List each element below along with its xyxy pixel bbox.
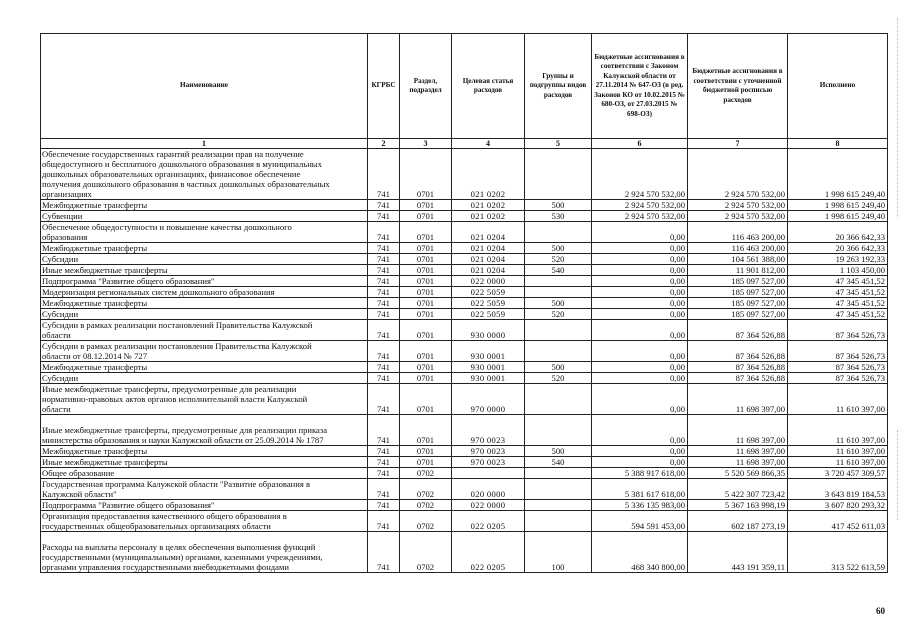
row-executed: 1 998 615 249,40 xyxy=(788,211,888,222)
row-name: Подпрограмма "Развитие общего образования" xyxy=(41,276,368,287)
row-executed: 20 366 642,33 xyxy=(788,243,888,254)
row-budget-plan: 2 924 570 532,00 xyxy=(688,211,788,222)
row-budget-plan: 602 187 273,19 xyxy=(688,511,788,532)
row-executed: 47 345 451,52 xyxy=(788,287,888,298)
row-razdel: 0701 xyxy=(400,384,452,415)
row-budget-plan: 116 463 200,00 xyxy=(688,243,788,254)
column-number: 1 xyxy=(41,139,368,149)
header-executed: Исполнено xyxy=(788,34,888,139)
row-target-article: 022 5059 xyxy=(452,298,525,309)
row-target-article: 930 0000 xyxy=(452,320,525,341)
row-budget-law: 2 924 570 532,00 xyxy=(592,200,688,211)
row-expense-group xyxy=(525,341,592,362)
row-kgrbs: 741 xyxy=(368,149,400,200)
row-budget-law: 0,00 xyxy=(592,222,688,243)
row-expense-group xyxy=(525,287,592,298)
column-number: 3 xyxy=(400,139,452,149)
row-razdel: 0701 xyxy=(400,373,452,384)
row-name: Субвенции xyxy=(41,211,368,222)
row-razdel: 0701 xyxy=(400,149,452,200)
row-kgrbs: 741 xyxy=(368,468,400,479)
row-executed: 1 998 615 249,40 xyxy=(788,200,888,211)
row-name: Расходы на выплаты персоналу в целях обеспечения выполнения функций государственными (муниципальными) органами, казенными учреждениями, органами управления государственными внебюджетными фондами xyxy=(41,532,368,573)
row-name: Межбюджетные трансферты xyxy=(41,298,368,309)
row-razdel: 0702 xyxy=(400,468,452,479)
table-row xyxy=(41,298,888,309)
row-kgrbs: 741 xyxy=(368,532,400,573)
row-target-article xyxy=(452,468,525,479)
row-name: Межбюджетные трансферты xyxy=(41,362,368,373)
column-number: 7 xyxy=(688,139,788,149)
row-target-article: 022 5059 xyxy=(452,309,525,320)
row-expense-group: 520 xyxy=(525,254,592,265)
table-body xyxy=(41,149,888,573)
header-razdel: Раздел, подраздел xyxy=(400,34,452,139)
row-name: Межбюджетные трансферты xyxy=(41,243,368,254)
row-budget-plan: 87 364 526,88 xyxy=(688,373,788,384)
row-executed: 3 607 820 293,32 xyxy=(788,500,888,511)
table-row xyxy=(41,446,888,457)
row-razdel: 0702 xyxy=(400,500,452,511)
row-budget-law: 0,00 xyxy=(592,287,688,298)
table-row xyxy=(41,309,888,320)
table-row xyxy=(41,341,888,362)
row-razdel: 0702 xyxy=(400,511,452,532)
row-name: Иные межбюджетные трансферты, предусмотренные для реализации нормативно-правовых актов органов исполнительной власти Калужской области xyxy=(41,384,368,415)
row-target-article: 022 0000 xyxy=(452,276,525,287)
row-target-article: 930 0001 xyxy=(452,362,525,373)
table-row xyxy=(41,287,888,298)
row-expense-group: 520 xyxy=(525,309,592,320)
row-budget-law: 5 388 917 618,00 xyxy=(592,468,688,479)
row-name: Субсидии xyxy=(41,254,368,265)
row-expense-group xyxy=(525,500,592,511)
page-number: 60 xyxy=(876,606,885,616)
row-budget-plan: 2 924 570 532,00 xyxy=(688,149,788,200)
table-header-row xyxy=(41,34,888,139)
row-budget-plan: 185 097 527,00 xyxy=(688,309,788,320)
table-row xyxy=(41,511,888,532)
row-kgrbs: 741 xyxy=(368,287,400,298)
row-razdel: 0701 xyxy=(400,200,452,211)
row-name: Межбюджетные трансферты xyxy=(41,200,368,211)
row-razdel: 0702 xyxy=(400,532,452,573)
row-target-article: 022 0205 xyxy=(452,532,525,573)
row-expense-group xyxy=(525,479,592,500)
table-row xyxy=(41,479,888,500)
row-target-article: 021 0202 xyxy=(452,149,525,200)
row-target-article: 021 0202 xyxy=(452,211,525,222)
row-budget-law: 0,00 xyxy=(592,309,688,320)
row-expense-group: 540 xyxy=(525,457,592,468)
row-executed: 19 263 192,33 xyxy=(788,254,888,265)
row-kgrbs: 741 xyxy=(368,415,400,446)
table-row xyxy=(41,254,888,265)
row-name: Субсидии xyxy=(41,373,368,384)
row-name: Межбюджетные трансферты xyxy=(41,446,368,457)
row-budget-law: 0,00 xyxy=(592,457,688,468)
row-expense-group: 540 xyxy=(525,265,592,276)
row-budget-plan: 185 097 527,00 xyxy=(688,298,788,309)
row-name: Иные межбюджетные трансферты xyxy=(41,457,368,468)
column-number: 2 xyxy=(368,139,400,149)
table-row xyxy=(41,320,888,341)
row-kgrbs: 741 xyxy=(368,211,400,222)
row-executed: 11 610 397,00 xyxy=(788,384,888,415)
row-executed: 1 103 450,00 xyxy=(788,265,888,276)
row-budget-law: 594 591 453,00 xyxy=(592,511,688,532)
row-name: Подпрограмма "Развитие общего образования" xyxy=(41,500,368,511)
row-executed: 11 610 397,00 xyxy=(788,415,888,446)
column-number: 8 xyxy=(788,139,888,149)
table-row xyxy=(41,276,888,287)
row-executed: 313 522 613,59 xyxy=(788,532,888,573)
row-kgrbs: 741 xyxy=(368,320,400,341)
column-number-row xyxy=(41,139,888,149)
row-razdel: 0701 xyxy=(400,254,452,265)
row-budget-plan: 87 364 526,88 xyxy=(688,320,788,341)
row-razdel: 0702 xyxy=(400,479,452,500)
row-budget-plan: 11 698 397,00 xyxy=(688,384,788,415)
row-expense-group: 530 xyxy=(525,211,592,222)
row-razdel: 0701 xyxy=(400,265,452,276)
row-name: Субсидии в рамках реализации постановлений Правительства Калужской области xyxy=(41,320,368,341)
row-razdel: 0701 xyxy=(400,222,452,243)
table-row xyxy=(41,362,888,373)
row-budget-law: 5 381 617 618,00 xyxy=(592,479,688,500)
row-target-article: 020 0000 xyxy=(452,479,525,500)
row-expense-group: 500 xyxy=(525,446,592,457)
table-row xyxy=(41,468,888,479)
row-budget-plan: 11 698 397,00 xyxy=(688,446,788,457)
row-razdel: 0701 xyxy=(400,243,452,254)
row-executed: 3 720 457 309,57 xyxy=(788,468,888,479)
row-kgrbs: 741 xyxy=(368,457,400,468)
row-budget-law: 2 924 570 532,00 xyxy=(592,149,688,200)
row-kgrbs: 741 xyxy=(368,254,400,265)
table-row xyxy=(41,373,888,384)
row-razdel: 0701 xyxy=(400,446,452,457)
margin-mark xyxy=(897,18,899,218)
row-budget-plan: 2 924 570 532,00 xyxy=(688,200,788,211)
row-razdel: 0701 xyxy=(400,211,452,222)
row-kgrbs: 741 xyxy=(368,446,400,457)
row-kgrbs: 741 xyxy=(368,222,400,243)
row-budget-plan: 185 097 527,00 xyxy=(688,287,788,298)
row-target-article: 021 0204 xyxy=(452,243,525,254)
row-budget-plan: 443 191 359,11 xyxy=(688,532,788,573)
row-expense-group xyxy=(525,222,592,243)
column-number: 6 xyxy=(592,139,688,149)
row-kgrbs: 741 xyxy=(368,373,400,384)
row-expense-group xyxy=(525,468,592,479)
row-kgrbs: 741 xyxy=(368,479,400,500)
table-row xyxy=(41,243,888,254)
row-budget-law: 2 924 570 532,00 xyxy=(592,211,688,222)
table-row xyxy=(41,500,888,511)
row-target-article: 930 0001 xyxy=(452,341,525,362)
row-kgrbs: 741 xyxy=(368,309,400,320)
row-target-article: 022 5059 xyxy=(452,287,525,298)
header-target-article: Целевая статья расходов xyxy=(452,34,525,139)
row-budget-law: 0,00 xyxy=(592,446,688,457)
row-razdel: 0701 xyxy=(400,457,452,468)
row-budget-plan: 185 097 527,00 xyxy=(688,276,788,287)
row-target-article: 021 0204 xyxy=(452,222,525,243)
table-row xyxy=(41,211,888,222)
row-kgrbs: 741 xyxy=(368,511,400,532)
table-row xyxy=(41,200,888,211)
row-expense-group xyxy=(525,384,592,415)
row-name: Обеспечение государственных гарантий реализации прав на получение общедоступного и бесплатного дошкольного образования в муниципальных дошкольных образовательных организациях, финансовое обеспечение получения дошкольного образования в частных дошкольных образовательных организациях xyxy=(41,149,368,200)
row-executed: 3 643 819 184,53 xyxy=(788,479,888,500)
header-name: Наименование xyxy=(41,34,368,139)
row-budget-law: 0,00 xyxy=(592,298,688,309)
row-target-article: 970 0023 xyxy=(452,446,525,457)
row-razdel: 0701 xyxy=(400,287,452,298)
row-name: Обеспечение общедоступности и повышение качества дошкольного образования xyxy=(41,222,368,243)
header-kgrbs: КГРБС xyxy=(368,34,400,139)
row-expense-group: 520 xyxy=(525,373,592,384)
row-expense-group: 500 xyxy=(525,298,592,309)
row-budget-law: 0,00 xyxy=(592,254,688,265)
row-budget-plan: 11 698 397,00 xyxy=(688,415,788,446)
row-budget-plan: 5 520 569 866,35 xyxy=(688,468,788,479)
row-budget-plan: 116 463 200,00 xyxy=(688,222,788,243)
table-row xyxy=(41,384,888,415)
row-razdel: 0701 xyxy=(400,415,452,446)
row-budget-law: 0,00 xyxy=(592,373,688,384)
row-executed: 11 610 397,00 xyxy=(788,446,888,457)
row-kgrbs: 741 xyxy=(368,384,400,415)
row-budget-plan: 87 364 526,88 xyxy=(688,341,788,362)
row-kgrbs: 741 xyxy=(368,243,400,254)
row-target-article: 930 0001 xyxy=(452,373,525,384)
row-kgrbs: 741 xyxy=(368,500,400,511)
row-target-article: 021 0204 xyxy=(452,254,525,265)
row-target-article: 970 0023 xyxy=(452,457,525,468)
row-name: Субсидии в рамках реализации постановления Правительства Калужской области от 08.12.2014 № 727 xyxy=(41,341,368,362)
row-executed: 47 345 451,52 xyxy=(788,276,888,287)
row-budget-plan: 11 698 397,00 xyxy=(688,457,788,468)
row-expense-group xyxy=(525,320,592,341)
row-executed: 47 345 451,52 xyxy=(788,309,888,320)
row-budget-plan: 5 367 163 998,19 xyxy=(688,500,788,511)
table-row xyxy=(41,222,888,243)
row-budget-law: 0,00 xyxy=(592,415,688,446)
budget-table-sheet xyxy=(40,33,888,573)
row-executed: 47 345 451,52 xyxy=(788,298,888,309)
budget-table xyxy=(40,33,888,573)
column-number: 5 xyxy=(525,139,592,149)
row-executed: 87 364 526,73 xyxy=(788,373,888,384)
row-budget-law: 5 336 135 983,00 xyxy=(592,500,688,511)
table-row xyxy=(41,415,888,446)
row-budget-law: 468 340 800,00 xyxy=(592,532,688,573)
header-expense-group: Группы и подгруппы видов расходов xyxy=(525,34,592,139)
row-target-article: 022 0205 xyxy=(452,511,525,532)
row-target-article: 021 0204 xyxy=(452,265,525,276)
row-kgrbs: 741 xyxy=(368,200,400,211)
row-razdel: 0701 xyxy=(400,309,452,320)
row-budget-law: 0,00 xyxy=(592,243,688,254)
row-kgrbs: 741 xyxy=(368,341,400,362)
row-kgrbs: 741 xyxy=(368,276,400,287)
row-budget-law: 0,00 xyxy=(592,341,688,362)
row-name: Иные межбюджетные трансферты, предусмотренные для реализации приказа министерства образования и науки Калужской области от 25.09.2014 № 1787 xyxy=(41,415,368,446)
table-row xyxy=(41,532,888,573)
row-executed: 1 998 615 249,40 xyxy=(788,149,888,200)
row-expense-group xyxy=(525,415,592,446)
column-number: 4 xyxy=(452,139,525,149)
row-budget-plan: 104 561 388,00 xyxy=(688,254,788,265)
row-budget-law: 0,00 xyxy=(592,384,688,415)
row-name: Иные межбюджетные трансферты xyxy=(41,265,368,276)
row-executed: 87 364 526,73 xyxy=(788,362,888,373)
row-budget-plan: 87 364 526,88 xyxy=(688,362,788,373)
row-expense-group xyxy=(525,276,592,287)
row-expense-group: 100 xyxy=(525,532,592,573)
row-budget-plan: 11 901 812,00 xyxy=(688,265,788,276)
header-budget-law: Бюджетные ассигнования в соответствии с Законом Калужской области от 27.11.2014 № 647-ОЗ (в ред. Законов КО от 10.02.2015 № 680-ОЗ, от 27.03.2015 № 698-ОЗ) xyxy=(592,34,688,139)
row-budget-plan: 5 422 307 723,42 xyxy=(688,479,788,500)
header-budget-plan: Бюджетные ассигнования в соответствии с уточненной бюджетной росписью расходов xyxy=(688,34,788,139)
row-name: Организация предоставления качественного общего образования в государственных общеобразовательных организациях области xyxy=(41,511,368,532)
row-target-article: 970 0023 xyxy=(452,415,525,446)
row-expense-group: 500 xyxy=(525,200,592,211)
row-kgrbs: 741 xyxy=(368,265,400,276)
row-expense-group xyxy=(525,149,592,200)
row-target-article: 970 0000 xyxy=(452,384,525,415)
row-target-article: 022 0000 xyxy=(452,500,525,511)
row-razdel: 0701 xyxy=(400,276,452,287)
row-target-article: 021 0202 xyxy=(452,200,525,211)
table-row xyxy=(41,149,888,200)
table-row xyxy=(41,265,888,276)
row-budget-law: 0,00 xyxy=(592,320,688,341)
row-executed: 11 610 397,00 xyxy=(788,457,888,468)
row-executed: 417 452 611,03 xyxy=(788,511,888,532)
row-executed: 87 364 526,73 xyxy=(788,320,888,341)
margin-mark xyxy=(897,430,899,520)
row-name: Общее образование xyxy=(41,468,368,479)
row-budget-law: 0,00 xyxy=(592,362,688,373)
row-razdel: 0701 xyxy=(400,362,452,373)
row-expense-group: 500 xyxy=(525,243,592,254)
row-executed: 87 364 526,73 xyxy=(788,341,888,362)
row-name: Модернизация региональных систем дошкольного образования xyxy=(41,287,368,298)
row-expense-group xyxy=(525,511,592,532)
row-name: Субсидии xyxy=(41,309,368,320)
row-kgrbs: 741 xyxy=(368,298,400,309)
row-budget-law: 0,00 xyxy=(592,265,688,276)
row-razdel: 0701 xyxy=(400,320,452,341)
row-name: Государственная программа Калужской области "Развитие образования в Калужской области" xyxy=(41,479,368,500)
row-budget-law: 0,00 xyxy=(592,276,688,287)
table-row xyxy=(41,457,888,468)
row-kgrbs: 741 xyxy=(368,362,400,373)
row-razdel: 0701 xyxy=(400,298,452,309)
row-executed: 20 366 642,33 xyxy=(788,222,888,243)
row-expense-group: 500 xyxy=(525,362,592,373)
row-razdel: 0701 xyxy=(400,341,452,362)
